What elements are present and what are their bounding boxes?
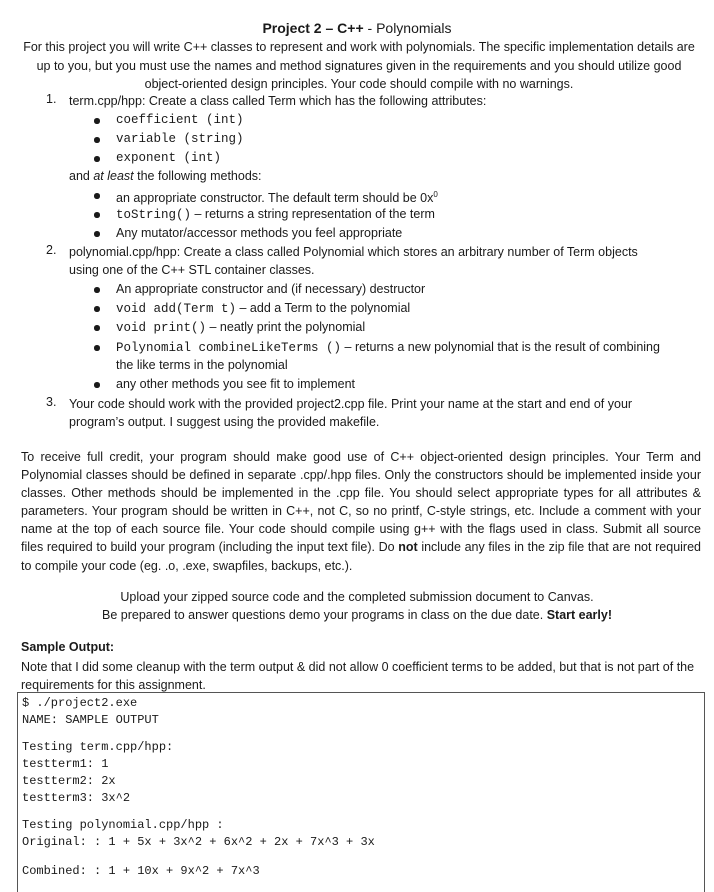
item-number: 1. [46,92,57,106]
poly-combine-cont: the like terms in the polynomial [116,358,288,372]
poly-constructor: An appropriate constructor and (if necessary) destructor [116,282,426,296]
intro-paragraph: For this project you will write C++ classes to represent and work with polynomials. The specific implementation details are up to you, but you must use the names and method signatures given in the requirements and you should utilize good object-oriented design principles. Your code should compile with no warnings. [23,40,695,92]
item-number: 2. [46,243,57,257]
output-line: Testing polynomial.cpp/hpp : [22,818,224,832]
output-line: $ ./project2.exe [22,696,138,710]
output-line: testterm2: 2x [22,774,116,788]
sample-output-heading: Sample Output: [21,640,115,654]
output-line: Testing term.cpp/hpp: [22,740,174,754]
method-accessors: Any mutator/accessor methods you feel appropriate [116,226,403,240]
bullet-icon [94,118,100,124]
output-line: NAME: SAMPLE OUTPUT [22,713,159,727]
bullet-icon [94,306,100,312]
grading-paragraph: To receive full credit, your program should make good use of C++ object-oriented design principles. Your Term and Polynomial classes should be defined in separate .cpp/.hpp files. Only the constructors should be implemented inside your classes. Other methods should be implemented in the .cpp file. You should select appropriate types for all attributes & parameters. Your program should be written in C++, not C, so no printf, C-style strings, etc. Include a comment with your name at the top of each source file. Your code should compile using g++ with the flags used in class. Submit all source files required to build your program (including the input text file). Do not include any files in the zip file that are not required to compile your code (eg. .o, .exe, swapfiles, backups, etc.). [21,450,701,573]
bullet-icon [94,156,100,162]
output-line: Combined: : 1 + 10x + 9x^2 + 7x^3 [22,864,260,878]
methods-intro: and at least the following methods: [69,169,262,183]
output-line: testterm3: 3x^2 [22,791,131,805]
title-bold: Project 2 – C++ [262,20,364,36]
bullet-icon [94,231,100,237]
output-line: testterm1: 1 [22,757,109,771]
method-constructor: an appropriate constructor. The default term should be $0x^0$ [116,190,438,206]
poly-print: void print() – neatly print the polynomial [116,320,366,335]
item2-line1: polynomial.cpp/hpp: Create a class called Polynomial which stores an arbitrary number of Term objects [69,245,638,259]
bullet-icon [94,193,100,199]
page-title [0,20,714,36]
sample-output-box [17,692,705,892]
bullet-icon [94,137,100,143]
item1-text: term.cpp/hpp: Create a class called Term which has the following attributes: [69,94,487,108]
item3-line1: Your code should work with the provided project2.cpp file. Print your name at the start and end of your [69,397,633,411]
attr-coefficient: coefficient (int) [116,113,244,127]
poly-add: void add(Term t) – add a Term to the polynomial [116,301,411,316]
bullet-icon [94,212,100,218]
attr-variable: variable (string) [116,132,244,146]
upload-line: Upload your zipped source code and the completed submission document to Canvas. [120,590,594,604]
sample-output-note: Note that I did some cleanup with the term output & did not allow 0 coefficient terms to be added, but that is not part of the requirements for this assignment. [21,660,695,692]
output-line: Original: : 1 + 5x + 3x^2 + 6x^2 + 2x + 7x^3 + 3x [22,835,375,849]
poly-other: any other methods you see fit to implement [116,377,356,391]
poly-combine: Polynomial combineLikeTerms () – returns a new polynomial that is the result of combining [116,340,660,355]
item3-line2: program’s output. I suggest using the provided makefile. [69,415,380,429]
item-number: 3. [46,395,57,409]
bullet-icon [94,325,100,331]
attr-exponent: exponent (int) [116,151,222,165]
bullet-icon [94,345,100,351]
prepared-line: Be prepared to answer questions demo your programs in class on the due date. Start early! [101,608,612,622]
method-tostring: toString() – returns a string representation of the term [116,207,435,222]
bullet-icon [94,382,100,388]
bullet-icon [94,287,100,293]
item2-line2: using one of the C++ STL container classes. [69,263,315,277]
title-rest: - Polynomials [363,20,452,36]
